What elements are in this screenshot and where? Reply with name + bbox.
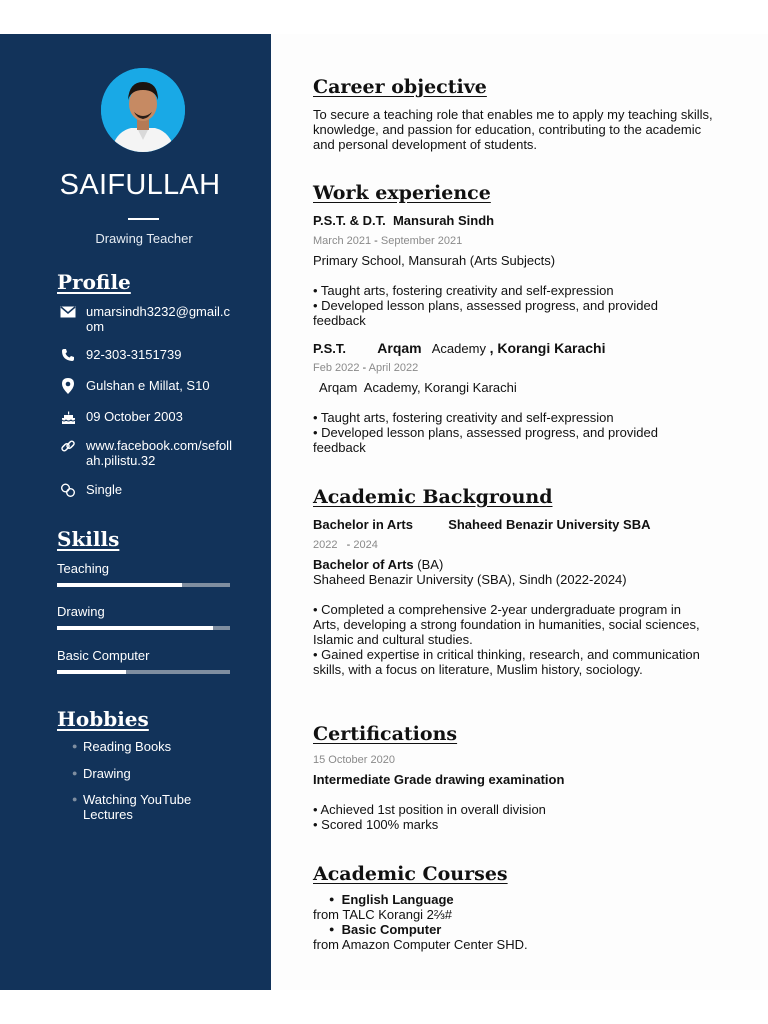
job-2-bullets: • Taught arts, fostering creativity and self-expression • Developed lesson plans, assessed progress, and provided feedback <box>313 410 658 455</box>
skill-bar-drawing <box>57 626 230 630</box>
job-1-employer: Mansurah Sindh <box>392 213 495 228</box>
resume-page <box>0 34 768 990</box>
skill-fill <box>57 626 213 630</box>
profile-heading: Profile <box>57 270 131 294</box>
contact-marital-status <box>57 482 236 498</box>
skills-heading: Skills <box>57 527 120 551</box>
address-text: Gulshan e Millat, S10 <box>86 378 210 393</box>
phone-text: 92-303-3151739 <box>86 347 182 362</box>
skill-fill <box>57 583 182 587</box>
marital-status-text: Single <box>86 482 123 497</box>
academic-institution: Shaheed Benazir University (SBA), Sindh (2022-2024) <box>313 572 627 587</box>
hobbies-heading: Hobbies <box>57 707 149 731</box>
course-source: from TALC Korangi 2⅔# <box>313 907 452 922</box>
career-objective-text: To secure a teaching role that enables me to apply my teaching skills, knowledge, and passion for education, contributing to the academic and personal development of students. <box>313 107 713 152</box>
job-1-place: Primary School, Mansurah (Arts Subjects) <box>313 253 556 268</box>
academic-bullets: • Completed a comprehensive 2-year undergraduate program in Arts, developing a strong foundation in humanities, social sciences, Islamic and cultural studies. • Gained expertise in critical thinking, research, and communication skills, with a focus on literature, Muslim history, sociology. <box>313 602 700 677</box>
career-objective-heading: Career objective <box>313 76 487 98</box>
location-pin-icon <box>57 378 79 394</box>
candidate-name: SAIFULLAH <box>59 169 221 201</box>
academic-dates: 2022 - 2024 <box>313 539 378 551</box>
certification-bullets: • Achieved 1st position in overall division • Scored 100% marks <box>313 802 546 832</box>
hobby-item: ● Watching YouTube Lectures <box>72 792 192 822</box>
skill-fill <box>57 670 126 674</box>
contact-address <box>57 378 236 394</box>
job-2-dates: Feb 2022 - April 2022 <box>313 362 419 374</box>
academic-degree: Bachelor of Arts (BA) <box>313 557 444 572</box>
name-divider <box>128 218 159 220</box>
job-2-role: P.S.T. <box>313 341 347 356</box>
academic-header: Bachelor in Arts Shaheed Benazir University SBA <box>313 517 651 532</box>
contact-email[interactable] <box>57 304 236 334</box>
bullet-dot: ● <box>72 741 78 751</box>
bullet-dot: ● <box>72 768 78 778</box>
envelope-icon <box>57 304 79 320</box>
job-2-header: P.S.T. Arqam Academy , Korangi Karachi <box>313 340 606 356</box>
course-source: from Amazon Computer Center SHD. <box>313 937 528 952</box>
certification-name: Intermediate Grade drawing examination <box>313 772 565 787</box>
email-text: umarsindh3232@gmail.com <box>86 304 230 334</box>
rings-icon <box>57 482 79 498</box>
academic-courses-heading: Academic Courses <box>313 863 508 885</box>
certifications-heading: Certifications <box>313 723 458 745</box>
contact-facebook[interactable] <box>57 438 236 468</box>
sidebar <box>0 34 271 990</box>
hobby-item: ● Drawing <box>72 766 131 781</box>
skill-bar-teaching <box>57 583 230 587</box>
bullet-dot: ● <box>72 794 78 804</box>
work-experience-heading: Work experience <box>313 182 491 204</box>
skill-label-teaching: Teaching <box>57 561 110 576</box>
birthday-cake-icon <box>57 409 79 425</box>
course-item: ● Basic Computer <box>329 922 442 937</box>
academic-background-heading: Academic Background <box>313 486 553 508</box>
profile-photo <box>101 68 185 152</box>
contact-phone[interactable] <box>57 347 236 363</box>
facebook-link[interactable]: www.facebook.com/sefollah.pilistu.32 <box>86 438 232 468</box>
skill-bar-basic-computer <box>57 670 230 674</box>
job-1-dates: March 2021 - September 2021 <box>313 235 463 247</box>
hobby-item: ● Reading Books <box>72 739 172 754</box>
birthday-text: 09 October 2003 <box>86 409 183 424</box>
certification-date: 15 October 2020 <box>313 754 395 766</box>
job-1-role: P.S.T. & D.T. <box>313 213 386 228</box>
phone-icon <box>57 347 79 363</box>
skill-label-basic-computer: Basic Computer <box>57 648 150 663</box>
job-1-header <box>313 213 494 228</box>
link-icon <box>57 438 79 454</box>
course-item: ● English Language <box>329 892 454 907</box>
course-name: Basic Computer <box>341 922 442 937</box>
skill-label-drawing: Drawing <box>57 604 105 619</box>
job-1-bullets: • Taught arts, fostering creativity and self-expression • Developed lesson plans, assessed progress, and provided feedback <box>313 283 658 328</box>
contact-birthday <box>57 409 236 425</box>
course-name: English Language <box>341 892 454 907</box>
job-title: Drawing Teacher <box>95 231 193 246</box>
job-2-place: Arqam Academy, Korangi Karachi <box>319 380 517 395</box>
